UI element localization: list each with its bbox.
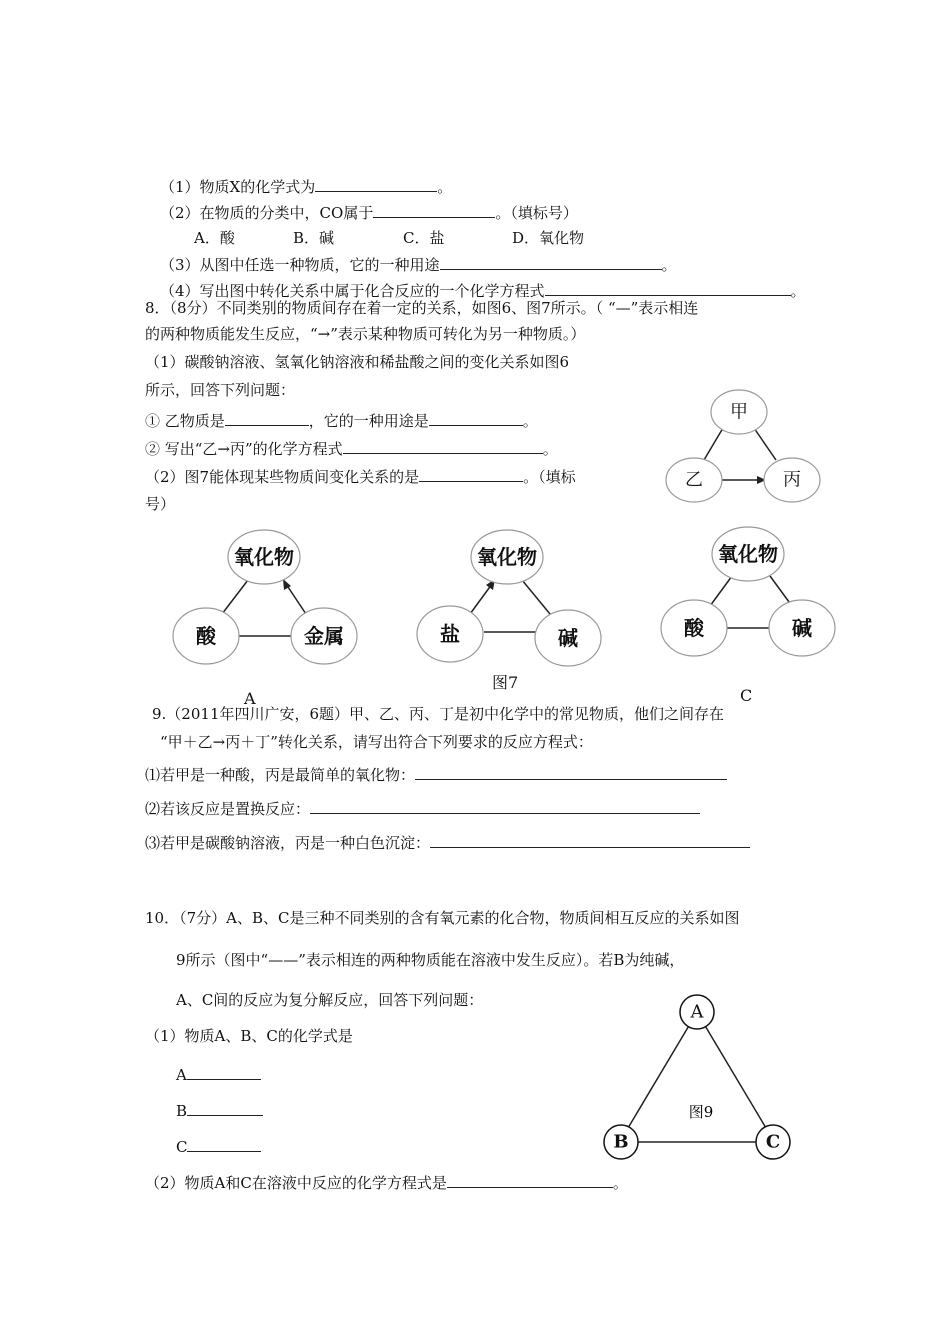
q7-part3-end: 。: [661, 256, 677, 274]
diagram-a-label: A: [244, 689, 256, 708]
q7-part4-blank[interactable]: [545, 280, 791, 296]
figure-6-diagram: [668, 390, 808, 510]
q7-part2-blank[interactable]: [373, 202, 495, 218]
diagB-arrow-left-top: [470, 584, 492, 614]
q10-part2-text: （2）物质A和C在溶液中反应的化学方程式是: [145, 1174, 447, 1192]
fig6-label-left: 乙: [685, 469, 703, 491]
q10-part2: [145, 1172, 628, 1193]
diagC-label-top: 氧化物: [718, 542, 778, 566]
diagC-edge-top-left: [710, 576, 732, 606]
fig6-label-top: 甲: [730, 401, 748, 423]
diagB-label-top: 氧化物: [477, 545, 537, 569]
q9-part1-text: ⑴若甲是一种酸，丙是最简单的氧化物：: [145, 766, 416, 784]
figure-9-diagram: [600, 992, 800, 1172]
q7-part3-blank[interactable]: [440, 254, 662, 270]
q7-part1-end: 。: [437, 178, 453, 196]
q9-part3: [145, 832, 750, 853]
q8-part2-blank[interactable]: [419, 466, 523, 482]
fig6-label-right: 丙: [783, 469, 801, 491]
fig6-edge-top-right: [754, 428, 776, 460]
diagram-c-label: C: [740, 686, 753, 705]
q10-part2-blank[interactable]: [447, 1172, 613, 1188]
q8-intro-line2: 的两种物质能发生反应，“→”表示某种物质可转化为另一种物质。）: [145, 325, 586, 343]
q8-part1-line2: 所示，回答下列问题：: [145, 381, 296, 399]
q7-part1-text: （1）物质X的化学式为: [160, 178, 316, 196]
q10-answer-c: [176, 1136, 261, 1157]
q10-intro-line1: 10．（7分）A、B、C是三种不同类别的含有氧元素的化合物，物质间相互反应的关系如图: [145, 909, 740, 927]
q8-question-1: [145, 410, 538, 431]
q10-intro-line2: 9所示（图中“——”表示相连的两种物质能在溶液中发生反应）。若B为纯碱，: [176, 951, 685, 969]
q10-intro-line3: A、C间的反应为复分解反应，回答下列问题：: [176, 991, 484, 1009]
q8-q1-mid: ，它的一种用途是: [308, 412, 429, 430]
q7-opt-c: C．盐: [403, 229, 445, 247]
q7-part2-end: 。（填标号）: [495, 204, 578, 222]
q9-part1: [145, 764, 727, 785]
q8-q2-blank[interactable]: [343, 438, 543, 454]
q9-part2-text: ⑵若该反应是置换反应：: [145, 800, 311, 818]
q7-part4-text: （4）写出图中转化关系中属于化合反应的一个化学方程式: [160, 282, 545, 300]
q10-answer-a: [176, 1064, 261, 1085]
q7-part4-end: 。: [790, 282, 806, 300]
q9-intro-line1: 9.（2011年四川广安，6题）甲、乙、丙、丁是初中化学中的常见物质，他们之间存在: [152, 705, 725, 723]
fig9-edge-a-c: [704, 1024, 766, 1128]
q9-part1-blank[interactable]: [415, 764, 727, 780]
q8-part2-line2: 号）: [145, 495, 176, 513]
q7-part3: [160, 254, 677, 275]
q10-answer-b-blank[interactable]: [187, 1100, 263, 1116]
q8-q1-end: 。: [522, 412, 538, 430]
q8-q1-blank2[interactable]: [429, 410, 523, 426]
fig9-label-b: B: [613, 1131, 629, 1153]
q7-opt-d: D．氧化物: [512, 229, 585, 247]
fig6-edge-top-left: [704, 428, 723, 460]
q10-answer-a-label: A: [176, 1066, 187, 1084]
diagC-label-right: 碱: [792, 616, 812, 640]
q10-answer-c-label: C: [176, 1138, 188, 1156]
q9-intro-line2: “甲＋乙→丙＋丁”转化关系，请写出符合下列要求的反应方程式：: [160, 733, 593, 751]
diagA-label-right: 金属: [304, 624, 344, 648]
q10-part2-end: 。: [612, 1174, 628, 1192]
fig9-label-c: C: [765, 1131, 781, 1153]
q10-answer-a-blank[interactable]: [187, 1064, 261, 1080]
q8-part1-line1: （1）碳酸钠溶液、氢氧化钠溶液和稀盐酸之间的变化关系如图6: [145, 353, 570, 371]
diagB-edge-top-right: [522, 580, 550, 614]
q8-intro-line1: 8．（8分）不同类别的物质间存在着一定的关系，如图6、图7所示。（ “—”表示相连: [145, 299, 699, 317]
q10-answer-c-blank[interactable]: [187, 1136, 261, 1152]
figure-7-diagram-a: [170, 530, 370, 680]
q7-part1-blank[interactable]: [315, 176, 437, 192]
q8-question-2: [145, 438, 558, 459]
diagB-label-right: 碱: [558, 626, 578, 650]
diagA-arrow-right-top: [286, 584, 306, 614]
q7-part2: [160, 202, 578, 223]
q7-opt-a: A．酸: [194, 229, 235, 247]
q7-part2-text: （2）在物质的分类中，CO属于: [160, 204, 374, 222]
q7-opt-b: B．碱: [293, 229, 335, 247]
figure-7-caption: 图7: [492, 673, 519, 692]
q8-q2-end: 。: [542, 440, 558, 458]
q8-q1-text: ① 乙物质是: [145, 412, 225, 430]
q8-part2-text: （2）图7能体现某些物质间变化关系的是: [145, 468, 420, 486]
fig9-edge-a-b: [628, 1024, 690, 1128]
q10-answer-b: [176, 1100, 263, 1121]
diagC-edge-top-right: [770, 576, 792, 606]
fig9-label-a: A: [690, 1001, 704, 1023]
q8-q2-text: ② 写出“乙→丙”的化学方程式: [145, 440, 343, 458]
diagA-edge-top-left: [222, 580, 248, 614]
diagA-label-top: 氧化物: [234, 545, 294, 569]
q10-answer-b-label: B: [176, 1102, 188, 1120]
q8-part2-line1: [145, 466, 576, 487]
q9-part2-blank[interactable]: [310, 798, 700, 814]
diagA-label-left: 酸: [196, 624, 216, 648]
figure-7-diagram-b: [412, 530, 612, 680]
q7-part1: [160, 176, 452, 197]
diagB-label-left: 盐: [440, 622, 460, 646]
q10-part1: （1）物质A、B、C的化学式是: [145, 1027, 353, 1045]
q9-part3-text: ⑶若甲是碳酸钠溶液，丙是一种白色沉淀：: [145, 834, 431, 852]
diagC-label-left: 酸: [684, 616, 704, 640]
figure-7-diagram-c: [660, 528, 860, 678]
q7-part3-text: （3）从图中任选一种物质，它的一种用途: [160, 256, 440, 274]
q9-part3-blank[interactable]: [430, 832, 750, 848]
fig9-caption: 图9: [688, 1103, 714, 1121]
q9-part2: [145, 798, 700, 819]
q8-q1-blank1[interactable]: [225, 410, 309, 426]
q8-part2-end: 。（填标: [523, 468, 576, 486]
